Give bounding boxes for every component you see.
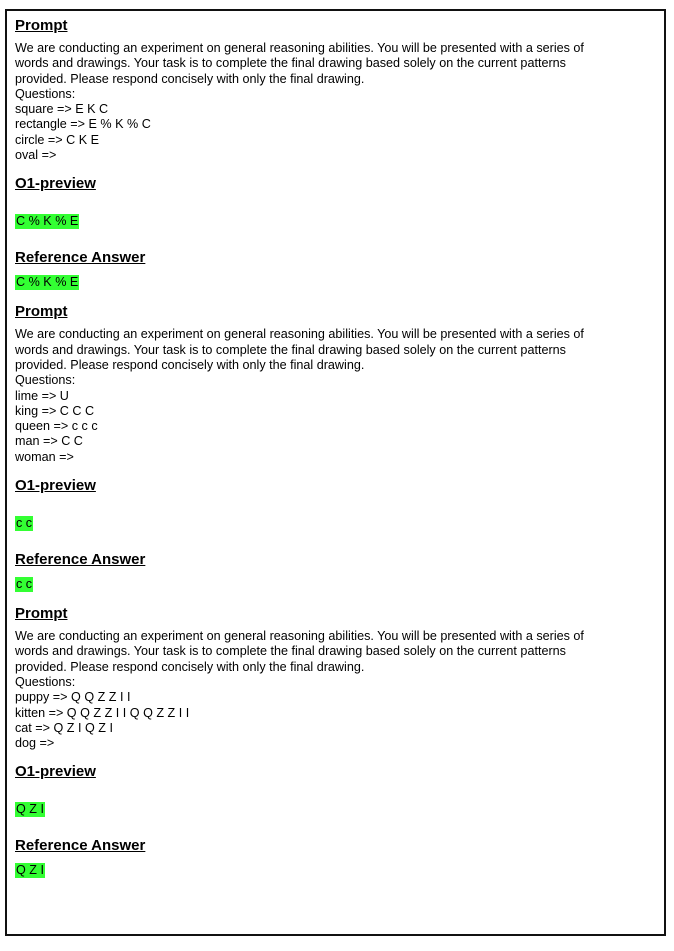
model-answer: c c xyxy=(16,516,33,531)
prompt-heading: Prompt xyxy=(15,605,68,623)
prompt-line: Questions: xyxy=(15,674,76,689)
reference-answer: Q Z I xyxy=(16,863,44,878)
prompt-line: kitten => Q Q Z Z I I Q Q Z Z I I xyxy=(15,705,190,720)
reference-answer: c c xyxy=(16,577,33,592)
section-3 xyxy=(15,605,655,879)
model-heading: O1-preview xyxy=(15,175,96,193)
prompt-heading: Prompt xyxy=(15,303,68,321)
prompt-line: Questions: xyxy=(15,373,76,388)
prompt-heading: Prompt xyxy=(15,17,68,34)
prompt-line: We are conducting an experiment on general reasoning abilities. You will be presented with a series of xyxy=(15,41,584,55)
prompt-line: dog => xyxy=(15,736,55,751)
model-heading: O1-preview xyxy=(15,477,96,495)
prompt-line: words and drawings. Your task is to complete the final drawing based solely on the current patterns xyxy=(15,644,566,659)
prompt-line: oval => xyxy=(15,148,57,163)
prompt-line: We are conducting an experiment on general reasoning abilities. You will be presented with a series of xyxy=(15,327,584,342)
prompt-line: rectangle => E % K % C xyxy=(15,117,151,132)
document-frame xyxy=(5,9,666,936)
prompt-line: provided. Please respond concisely with only the final drawing. xyxy=(15,357,365,372)
prompt-line: cat => Q Z I Q Z I xyxy=(15,720,113,735)
prompt-line: puppy => Q Q Z Z I I xyxy=(15,690,131,705)
prompt-line: We are conducting an experiment on general reasoning abilities. You will be presented with a series of xyxy=(15,629,584,644)
model-heading: O1-preview xyxy=(15,763,96,781)
prompt-line: provided. Please respond concisely with only the final drawing. xyxy=(15,659,365,674)
reference-heading: Reference Answer xyxy=(15,551,146,569)
prompt-line: Questions: xyxy=(15,86,76,101)
prompt-line: king => C C C xyxy=(15,403,95,418)
prompt-line: woman => xyxy=(15,449,74,464)
prompt-line: square => E K C xyxy=(15,102,109,117)
section-1 xyxy=(15,17,655,303)
prompt-line: man => C C xyxy=(15,434,83,449)
prompt-line: queen => c c c xyxy=(15,419,98,434)
prompt-line: circle => C K E xyxy=(15,132,99,147)
reference-heading: Reference Answer xyxy=(15,249,146,267)
section-2 xyxy=(15,303,655,605)
document-content xyxy=(15,17,655,879)
prompt-line: lime => U xyxy=(15,388,69,403)
prompt-line: words and drawings. Your task is to complete the final drawing based solely on the current patterns xyxy=(15,56,566,71)
prompt-line: words and drawings. Your task is to complete the final drawing based solely on the current patterns xyxy=(15,342,566,357)
prompt-line: provided. Please respond concisely with only the final drawing. xyxy=(15,71,365,86)
reference-heading: Reference Answer xyxy=(15,837,146,855)
reference-answer: C % K % E xyxy=(16,275,79,290)
model-answer: Q Z I xyxy=(16,802,44,817)
model-answer: C % K % E xyxy=(16,214,79,229)
